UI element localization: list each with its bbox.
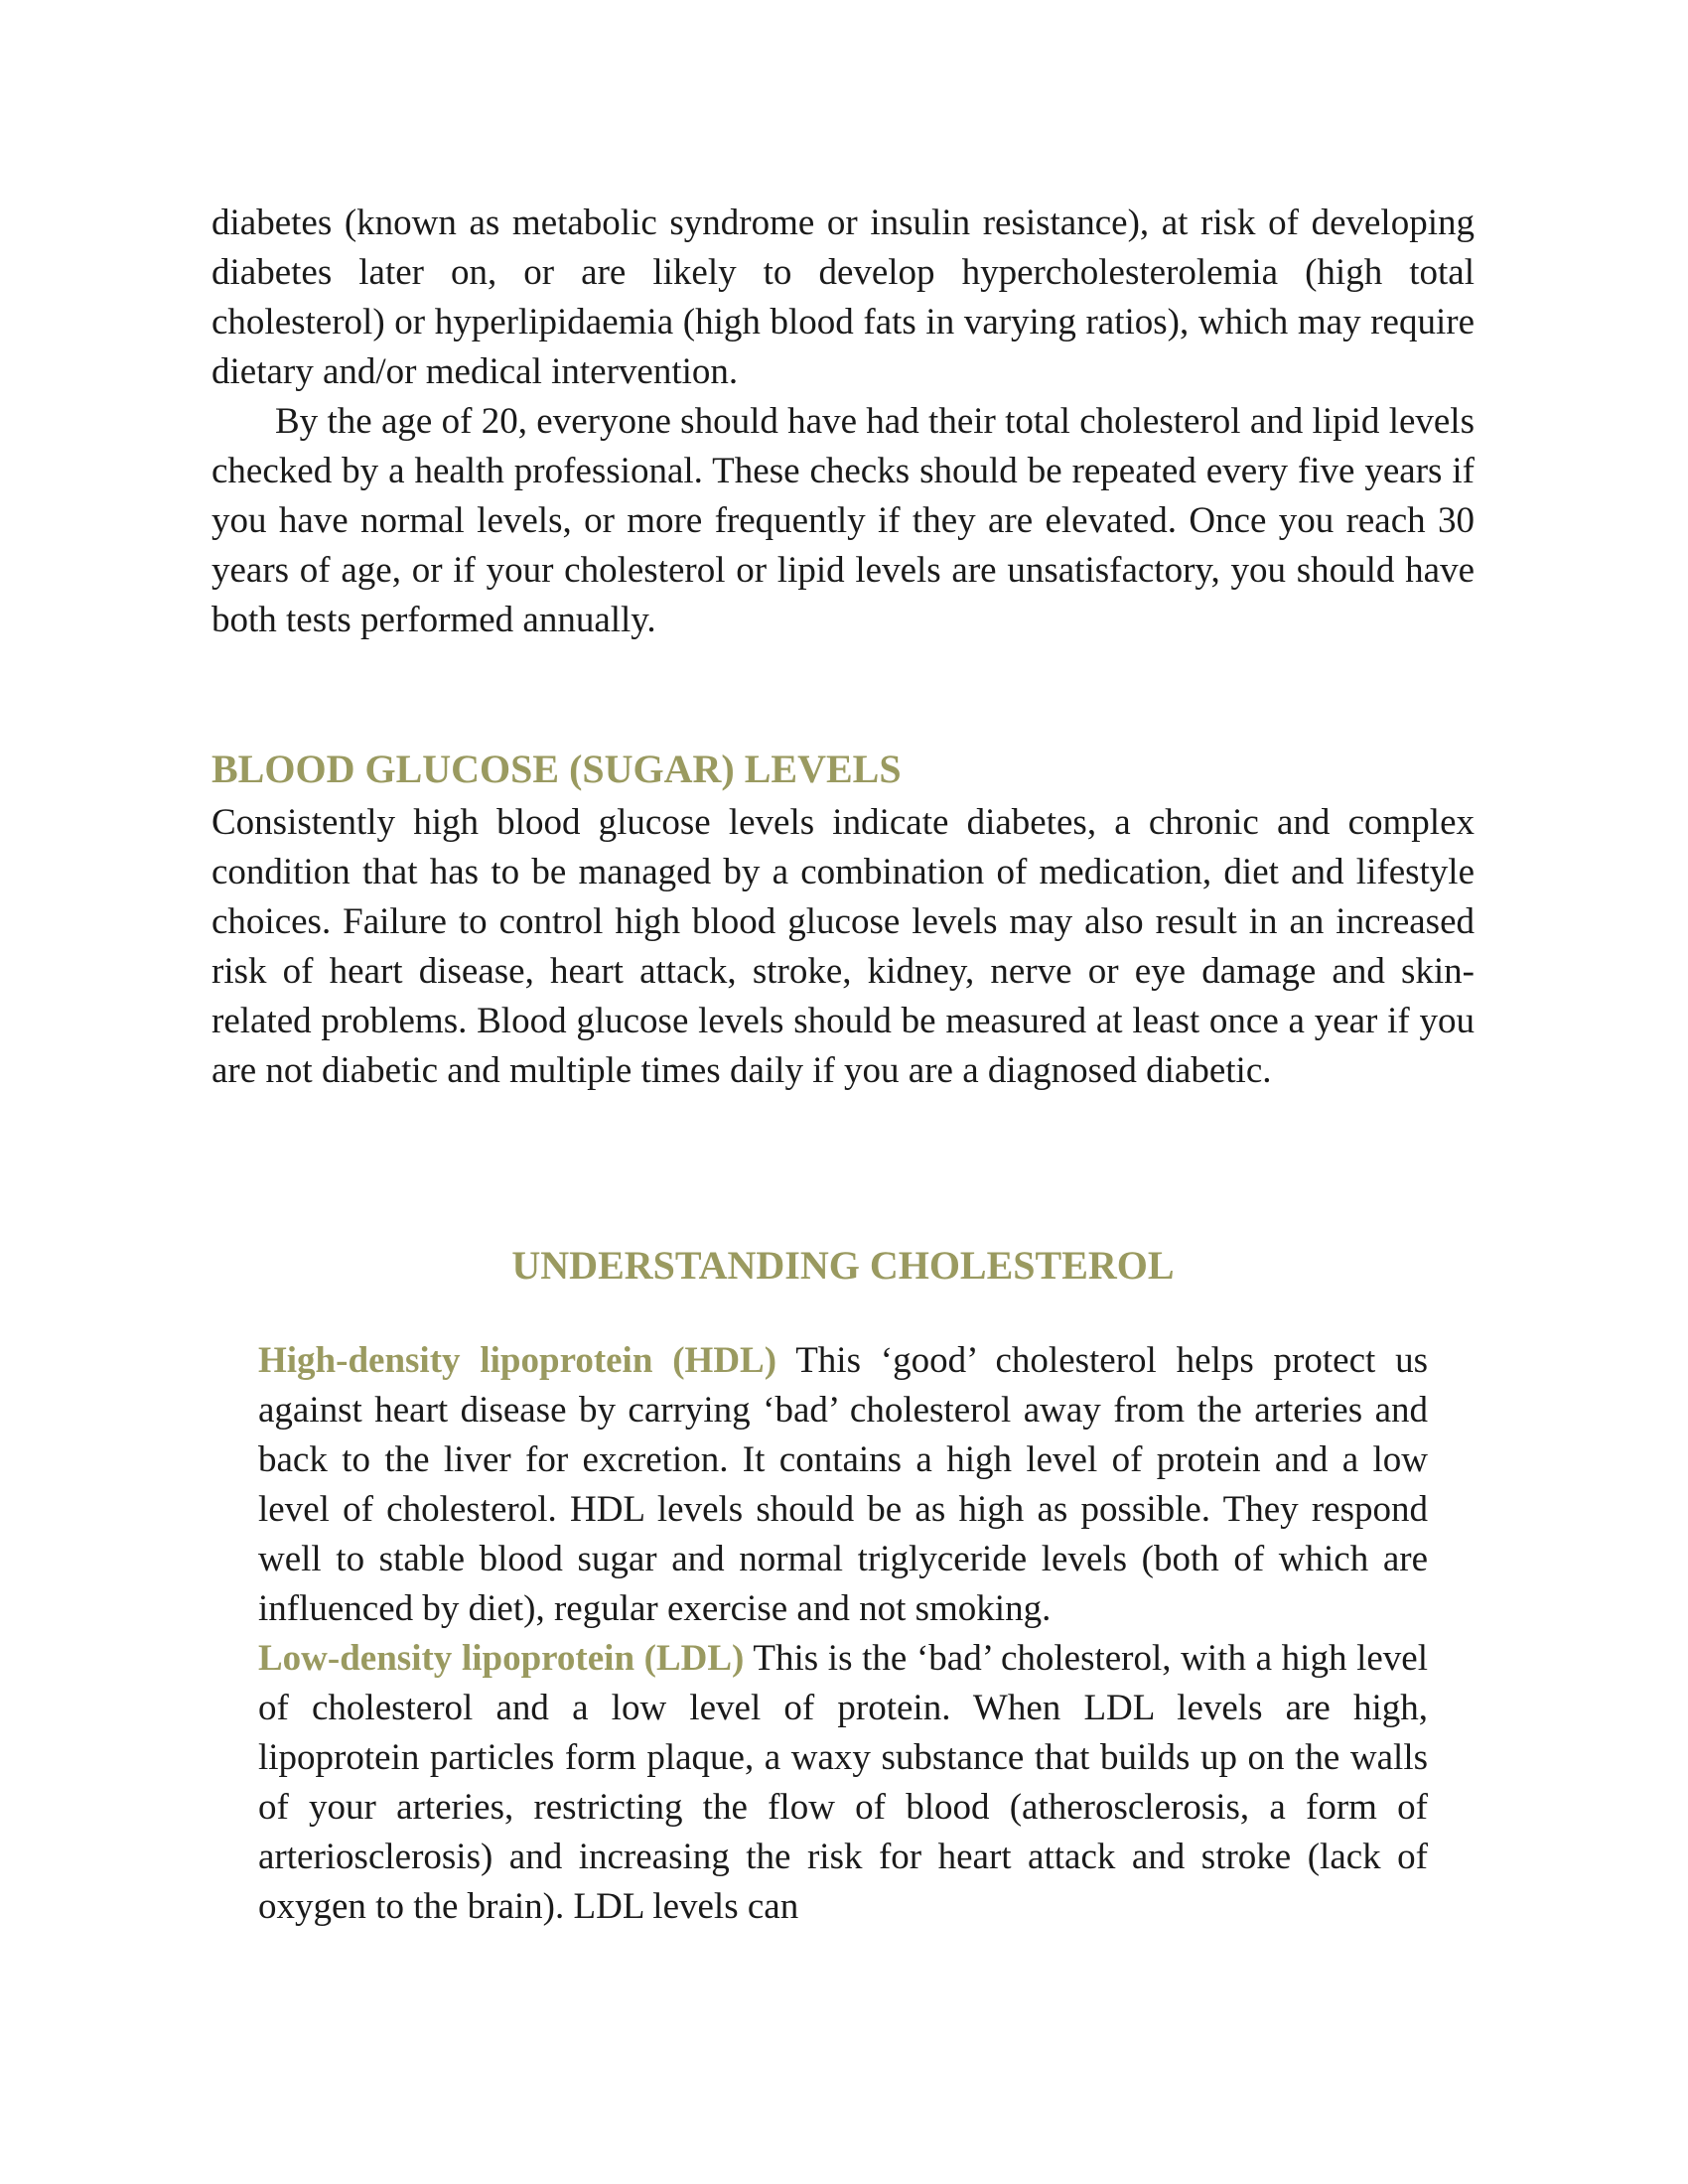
definition-hdl: [258, 1336, 1428, 1634]
term-hdl: High-density lipoprotein (HDL): [258, 1340, 777, 1381]
paragraph-blood-glucose: Consistently high blood glucose levels indicate diabetes, a chronic and complex condition that has to be managed by a combination of medication, diet and lifestyle choices. Failure to control high blood glucose levels may also result in an increased risk of heart disease, heart attack, stroke, kidney, nerve or eye damage and skin-related problems. Blood glucose levels should be measured at least once a year if you are not diabetic and multiple times daily if you are a diagnosed diabetic.: [211, 802, 1475, 1091]
glucose-text-block: [211, 798, 1475, 1096]
heading-understanding-cholesterol: UNDERSTANDING CHOLESTEROL: [511, 1243, 1175, 1288]
definition-ldl-text: This is the ‘bad’ cholesterol, with a high level of cholesterol and a low level of protein. When LDL levels are high, lipoprotein particles form plaque, a waxy substance that builds up on the walls of your arteries, restricting the flow of blood (atherosclerosis, a form of arteriosclerosis) and increasing the risk for heart attack and stroke (lack of oxygen to the brain). LDL levels can: [258, 1638, 1428, 1927]
definition-hdl-text: This ‘good’ cholesterol helps protect us against heart disease by carrying ‘bad’ cholesterol away from the arteries and back to the liver for excretion. It contains a high level of protein and a low level of cholesterol. HDL levels should be as high as possible. They respond well to stable blood sugar and normal triglyceride levels (both of which are influenced by diet), regular exercise and not smoking.: [258, 1340, 1428, 1629]
cholesterol-definitions-block: [258, 1336, 1428, 1932]
paragraph-cholesterol-checks: By the age of 20, everyone should have had their total cholesterol and lipid levels checked by a health professional. These checks should be repeated every five years if you have normal levels, or more frequently if they are elevated. Once you reach 30 years of age, or if your cholesterol or lipid levels are unsatisfactory, you should have both tests performed annually.: [211, 401, 1475, 640]
intro-text-block: [211, 199, 1475, 645]
term-ldl: Low-density lipoprotein (LDL): [258, 1638, 745, 1679]
definition-ldl: [258, 1634, 1428, 1932]
paragraph-diabetes-risk: diabetes (known as metabolic syndrome or insulin resistance), at risk of developing diabetes later on, or are likely to develop hypercholesterolemia (high total cholesterol) or hyperlipidaemia (high blood fats in varying ratios), which may require dietary and/or medical intervention.: [211, 203, 1475, 392]
heading-blood-glucose: BLOOD GLUCOSE (SUGAR) LEVELS: [211, 747, 902, 791]
